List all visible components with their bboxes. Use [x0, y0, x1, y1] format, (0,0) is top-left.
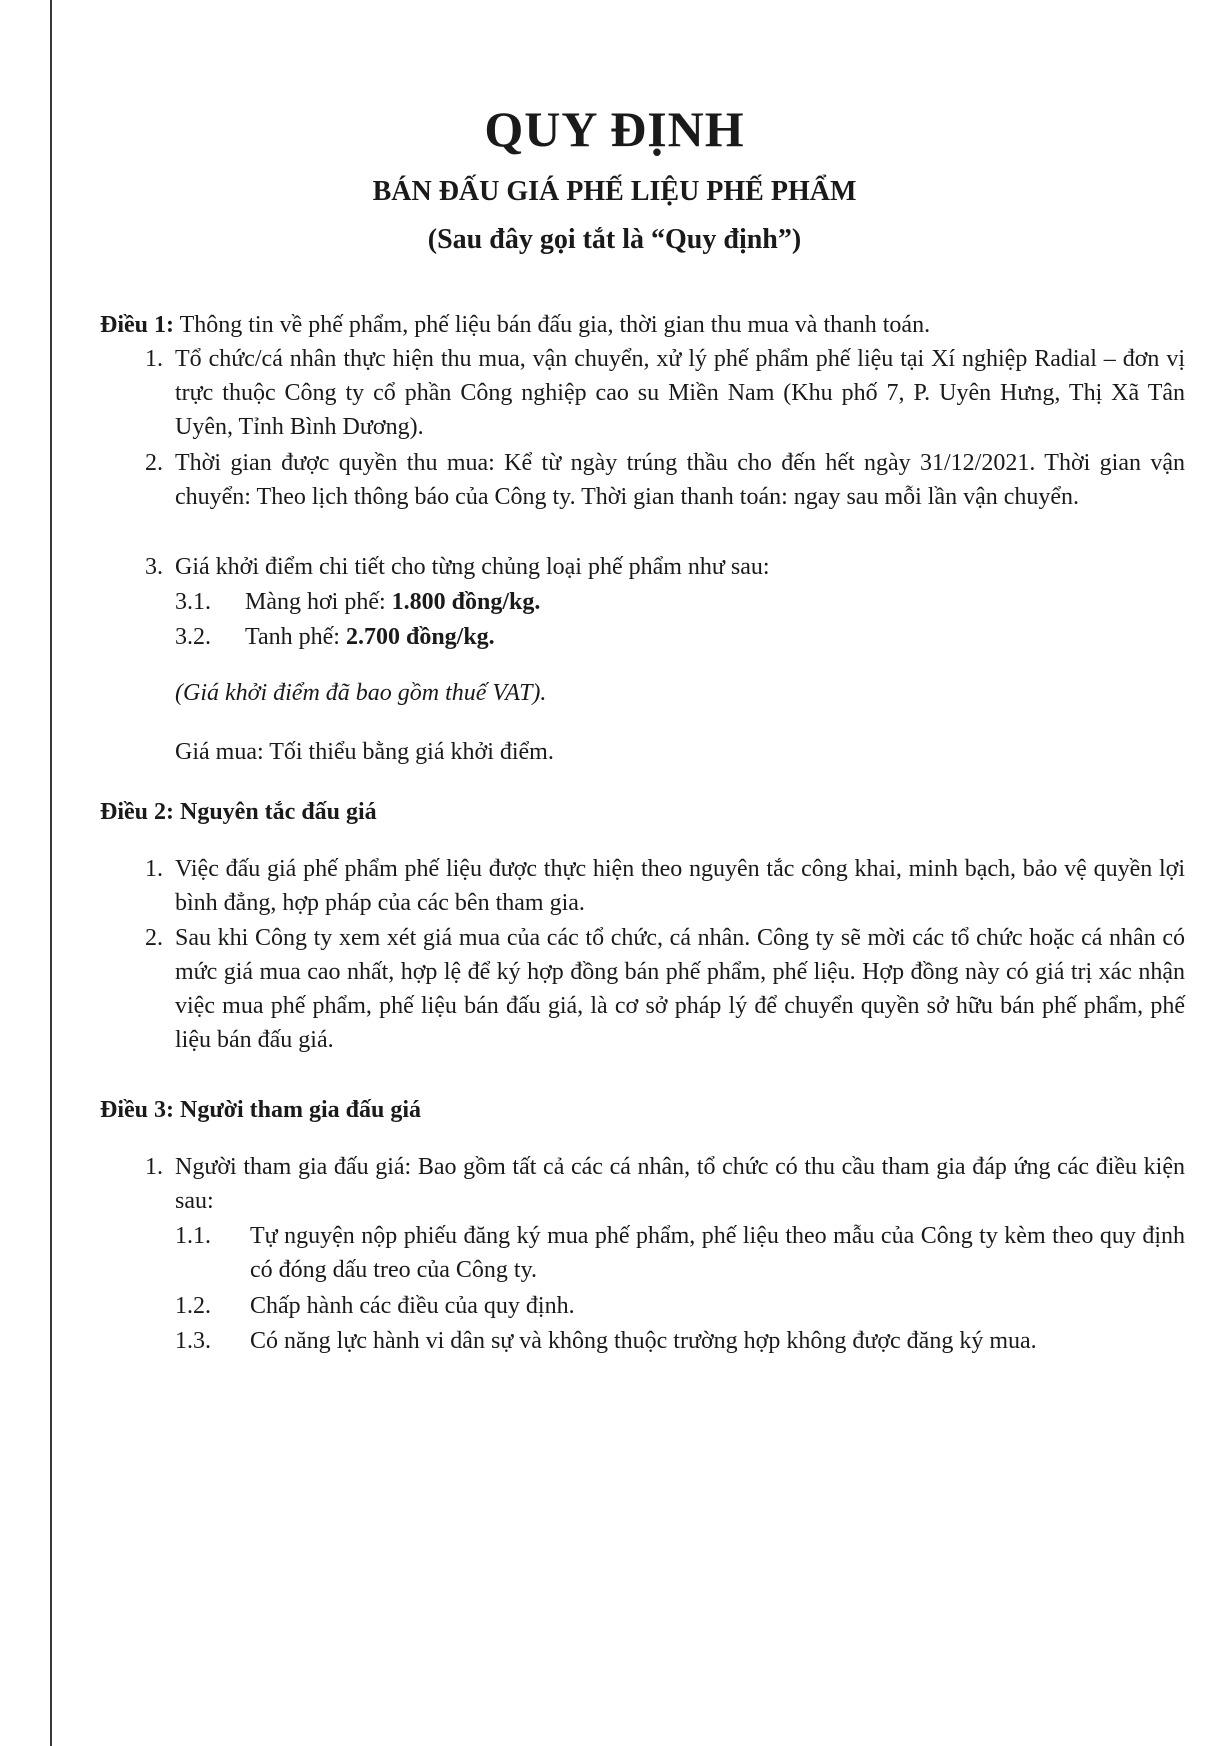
article-1-item-3-number: 3.	[145, 554, 163, 580]
purchase-price: Giá mua: Tối thiểu bằng giá khởi điểm.	[175, 739, 554, 765]
article-3-subitem-1-text: Tự nguyện nộp phiếu đăng ký mua phế phẩm, phế liệu theo mẫu của Công ty kèm theo quy định có đóng dấu treo của Công ty.	[250, 1223, 1185, 1283]
price-note: (Giá khởi điểm đã bao gồm thuế VAT).	[175, 680, 547, 706]
article-1-item-1-number: 1.	[145, 346, 163, 372]
document-subtitle: BÁN ĐẤU GIÁ PHẾ LIỆU PHẾ PHẨM	[372, 176, 857, 207]
article-1-heading	[100, 308, 930, 342]
article-1-subitem-1-text: Màng hơi phế:	[245, 589, 392, 615]
article-1-item-1-text: Tổ chức/cá nhân thực hiện thu mua, vận chuyển, xử lý phế phẩm phế liệu tại Xí nghiệp Radial – đơn vị trực thuộc Công ty cổ phần Công nghiệp cao su Miền Nam (Khu phố 7, P. Uyên Hưng, Thị Xã Tân Uyên, Tỉnh Bình Dương).	[175, 346, 1185, 440]
article-1-subitem-2-number: 3.2.	[175, 624, 211, 650]
article-1-subitem-2-value: 2.700 đồng/kg.	[345, 624, 495, 650]
document-subtitle-alias: (Sau đây gọi tắt là “Quy định”)	[427, 224, 802, 255]
article-3-subitem-3-text: Có năng lực hành vi dân sự và không thuộc trường hợp không được đăng ký mua.	[250, 1328, 1037, 1354]
article-1-subitem-1-number: 3.1.	[175, 589, 211, 615]
article-2-item-2-number: 2.	[145, 925, 163, 951]
article-2-item-2-text: Sau khi Công ty xem xét giá mua của các tổ chức, cá nhân. Công ty sẽ mời các tổ chức hoặc cá nhân có mức giá mua cao nhất, hợp lệ để ký hợp đồng bán phế phẩm, phế liệu. Hợp đồng này có giá trị xác nhận việc mua phế phẩm, phế liệu bán đấu giá, là cơ sở pháp lý để chuyển quyền sở hữu bán phế phẩm, phế liệu bán đấu giá.	[175, 925, 1185, 1053]
article-1-text: Thông tin về phế phẩm, phế liệu bán đấu gia, thời gian thu mua và thanh toán.	[174, 312, 931, 338]
article-3-subitem-2-text: Chấp hành các điều của quy định.	[250, 1293, 575, 1319]
article-2-item-1-text: Việc đấu giá phế phẩm phế liệu được thực hiện theo nguyên tắc công khai, minh bạch, bảo vệ quyền lợi bình đẳng, hợp pháp của các bên tham gia.	[175, 856, 1185, 916]
article-1-item-3-text: Giá khởi điểm chi tiết cho từng chủng loại phế phẩm như sau:	[175, 554, 770, 580]
document-title: QUY ĐỊNH	[484, 101, 745, 157]
article-1-subitem-2	[245, 620, 1185, 654]
article-3-item-1-number: 1.	[145, 1154, 163, 1180]
article-3-subitem-2-number: 1.2.	[175, 1293, 211, 1319]
article-1-label: Điều 1:	[100, 312, 174, 338]
article-2-heading: Điều 2: Nguyên tắc đấu giá	[100, 799, 377, 825]
article-3-heading: Điều 3: Người tham gia đấu giá	[100, 1097, 422, 1123]
article-3-item-1-text: Người tham gia đấu giá: Bao gồm tất cả các cá nhân, tổ chức có thu cầu tham gia đáp ứng các điều kiện sau:	[175, 1154, 1185, 1214]
article-1-subitem-1	[245, 585, 1185, 619]
article-3-subitem-3-number: 1.3.	[175, 1328, 211, 1354]
article-3-subitem-1-number: 1.1.	[175, 1223, 211, 1249]
article-1-item-2-number: 2.	[145, 450, 163, 476]
article-1-subitem-2-text: Tanh phế:	[245, 624, 346, 650]
article-1-item-2-text: Thời gian được quyền thu mua: Kể từ ngày trúng thầu cho đến hết ngày 31/12/2021. Thời gian vận chuyển: Theo lịch thông báo của Công ty. Thời gian thanh toán: ngay sau mỗi lần vận chuyển.	[175, 450, 1185, 510]
article-2-item-1-number: 1.	[145, 856, 163, 882]
article-1-subitem-1-value: 1.800 đồng/kg.	[391, 589, 541, 615]
